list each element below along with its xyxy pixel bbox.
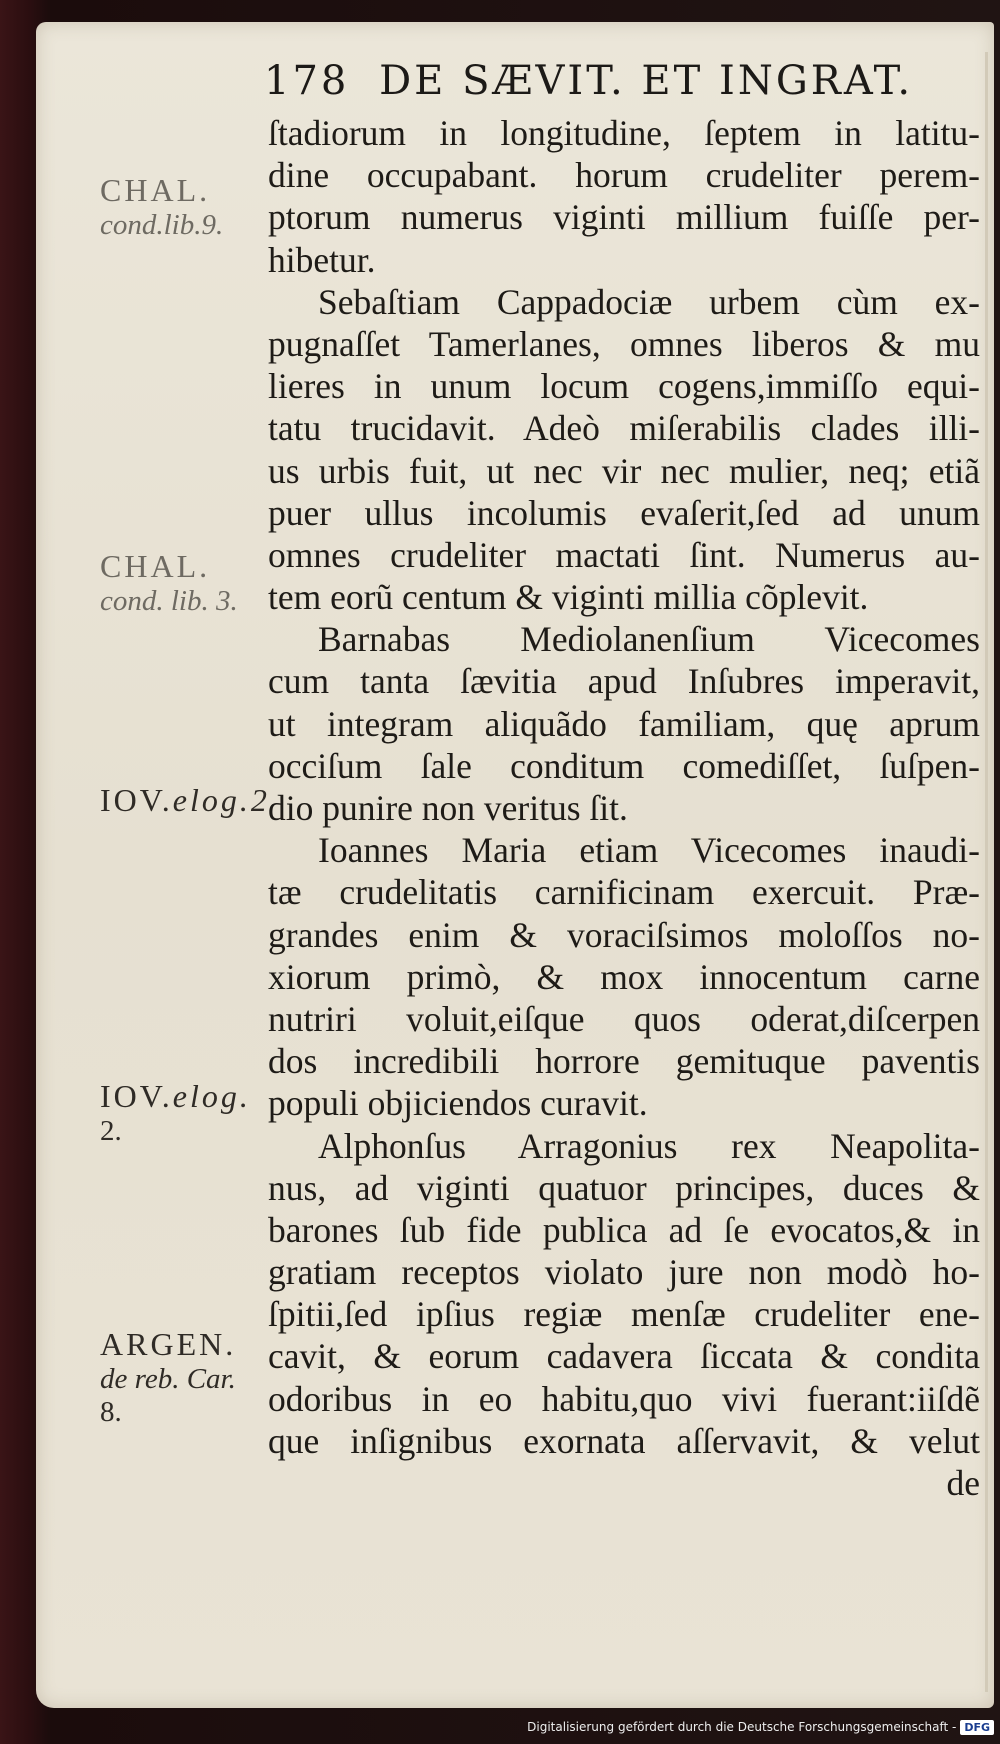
text-line: xiorum primò, & mox innocentum carne [268,956,980,997]
text-line: Alphonſus Arragonius rex Neapolita- [318,1125,980,1166]
text-line: us urbis fuit, ut nec vir nec mulier, neq; etiã [268,450,980,491]
text-line: occiſum ſale conditum comediſſet, ſuſpen- [268,745,980,786]
note-number: 8. [100,1396,122,1428]
text-line: odoribus in eo habitu,quo vivi fuerant:iiſdẽ [268,1378,980,1419]
running-head [264,58,913,104]
text-line: hibetur. [268,239,376,280]
note-author: CHAL. [100,548,211,584]
text-line: omnes crudeliter mactati ſint. Numerus au- [268,534,980,575]
main-text [268,112,980,1504]
margin-note [100,1326,236,1429]
text-line: dos incredibili horrore gemituque paventis [268,1041,980,1082]
text-line: tæ crudelitatis carnificinam exercuit. Præ- [268,872,980,913]
margin-note [100,1078,251,1148]
text-line: ut integram aliquãdo familiam, quę aprum [268,703,980,744]
text-line: puer ullus incolumis evaſerit,ſed ad unum [268,492,980,533]
text-line: barones ſub fide publica ad ſe evocatos,& in [268,1209,980,1250]
note-number: 2. [100,1115,122,1147]
text-line: Sebaſtiam Cappadociæ urbem cùm ex- [318,281,980,322]
note-author: CHAL. [100,172,211,208]
margin-note [100,548,238,618]
note-reference: cond. lib. 3. [100,585,238,617]
note-reference: cond.lib.9. [100,209,224,241]
note-author: IOV.elog. [100,1078,251,1114]
credit-text: Digitalisierung gefördert durch die Deutsche Forschungsgemeinschaft - [527,1720,957,1734]
text-line: cavit, & eorum cadavera ſiccata & condita [268,1336,980,1377]
digitization-credit [527,1716,994,1738]
text-line: dio punire non veritus ſit. [268,788,628,828]
text-line: nus, ad viginti quatuor principes, duces & [268,1167,980,1208]
text-line: Barnabas Mediolanenſium Vicecomes [318,619,980,660]
text-line: cum tanta ſævitia apud Inſubres imperavit, [268,661,980,702]
text-line: dine occupabant. horum crudeliter perem- [268,155,980,196]
text-line: grandes enim & voraciſsimos moloſſos no- [268,914,980,955]
page-number: 178 [264,58,350,104]
text-line: Ioannes Maria etiam Vicecomes inaudi- [318,830,980,871]
running-title: DE SÆVIT. ET INGRAT. [379,58,914,104]
dfg-logo-icon: DFG [960,1720,994,1735]
margin-note [100,782,270,819]
page-edge [985,52,988,1692]
text-line: populi objiciendos curavit. [268,1083,648,1124]
text-line: pugnaſſet Tamerlanes, omnes liberos & mu [268,323,980,364]
text-line: lieres in unum locum cogens,immiſſo equi- [268,366,980,407]
text-line: ptorum numerus viginti millium fuiſſe per- [268,197,980,238]
text-line: tem eorũ centum & viginti millia cõplevit. [268,577,869,618]
text-line: nutriri voluit,eiſque quos oderat,diſcerpen [268,998,980,1039]
note-author: ARGEN. [100,1326,237,1362]
note-reference: de reb. Car. [100,1363,236,1395]
text-line: gratiam receptos violato jure non modò ho- [268,1252,980,1293]
note-author: IOV.elog.2 [100,782,270,818]
margin-note [100,172,223,242]
catchword: de [946,1463,980,1503]
text-line: ſpitii,ſed ipſius regiæ menſæ crudeliter ene- [268,1294,980,1335]
text-line: que inſignibus exornata aſſervavit, & velut [268,1420,980,1461]
text-line: ſtadiorum in longitudine, ſeptem in latitu- [268,113,980,153]
text-line: tatu trucidavit. Adeò miſerabilis clades illi- [268,408,980,449]
